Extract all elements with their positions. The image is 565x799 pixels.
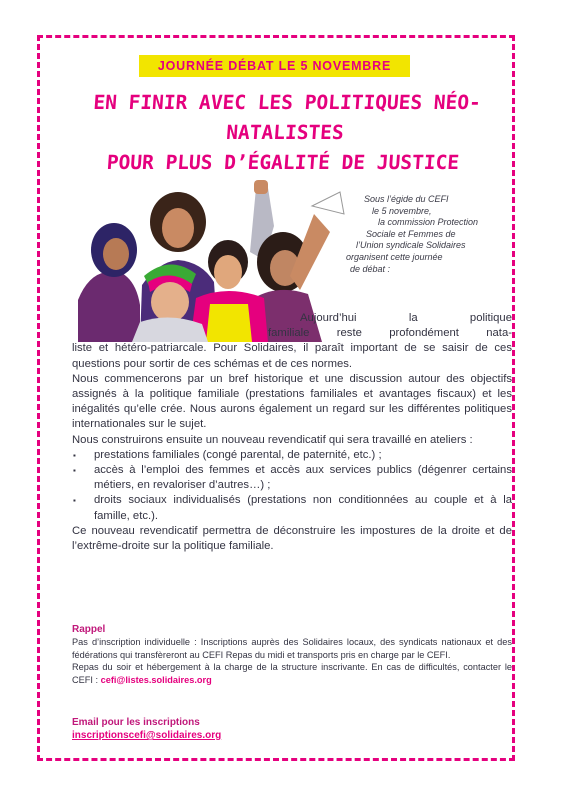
title-line-1: EN FINIR AVEC LES POLITIQUES NÉO-NATALISTES	[92, 91, 482, 144]
intro-line-1: Aujourd’hui la politique	[300, 312, 512, 324]
page-title	[37, 88, 533, 178]
aside-line: le 5 novembre,	[372, 205, 432, 216]
bullet-item: ▪ droits sociaux individualisés (prestations non conditionnées au couple et à la famille, etc.).	[72, 493, 512, 523]
registration-email-link[interactable]: inscriptionscefi@solidaires.org	[72, 730, 222, 741]
title-line-2: POUR PLUS D’ÉGALITÉ DE JUSTICE	[106, 151, 460, 174]
intro-rest: liste et hétéro-patriarcale. Pour Solidaires, il paraît important de se saisir de ces questions pour sortir de ces schémas et de ces normes.	[72, 342, 512, 370]
cefi-email-link[interactable]: cefi@listes.solidaires.org	[100, 674, 212, 685]
paragraph-conclusion: Ce nouveau revendicatif permettra de déconstruire les impostures de la droite et de l’extrême-droite sur la politique familiale.	[72, 524, 512, 553]
aside-line: l’Union syndicale Solidaires	[356, 240, 466, 251]
organizer-note	[330, 194, 505, 275]
aside-line: Sous l’égide du CEFI	[364, 194, 449, 204]
reminder-paragraph-1: Pas d’inscription individuelle : Inscriptions auprès des Solidaires locaux, des syndicats nationaux et des fédérations qui transfèreront au CEFI Repas du midi et transports pris en charge par le CEFI.	[72, 637, 512, 660]
registration-heading: Email pour les inscriptions	[72, 717, 200, 728]
event-date-banner: JOURNÉE DÉBAT LE 5 NOVEMBRE	[139, 55, 410, 77]
bullet-item: ▪ accès à l’emploi des femmes et accès aux services publics (dégenrer certains métiers, en revaloriser d’autres…) ;	[72, 463, 512, 493]
reminder-section	[72, 624, 512, 686]
intro-line-2: familiale reste profondément nata-	[268, 327, 512, 340]
aside-line: la commission Protection	[378, 217, 479, 228]
registration-section	[72, 716, 221, 742]
main-text	[72, 311, 512, 554]
aside-line: Sociale et Femmes de	[366, 228, 456, 239]
reminder-heading: Rappel	[72, 624, 106, 635]
reminder-text: Repas du soir et hébergement à la charge de la structure inscrivante. En cas de difficultés, contacter le CEFI :	[72, 662, 512, 685]
bullet-item: ▪ prestations familiales (congé parental, de paternité, etc.) ;	[72, 448, 512, 463]
aside-line: organisent cette journée	[346, 251, 443, 262]
aside-line: de débat :	[350, 263, 391, 274]
reminder-paragraph-2	[72, 661, 512, 686]
paragraph-history: Nous commencerons par un bref historique et une discussion autour des objectifs assignés à la politique familiale (prestations familiales et avantages fiscaux) et les inégalités qu’elle crée. Nous aurons également un regard sur les différentes politiques internationales sur le sujet.	[72, 372, 512, 431]
paragraph-workshops: Nous construirons ensuite un nouveau revendicatif qui sera travaillé en ateliers :	[72, 433, 473, 446]
